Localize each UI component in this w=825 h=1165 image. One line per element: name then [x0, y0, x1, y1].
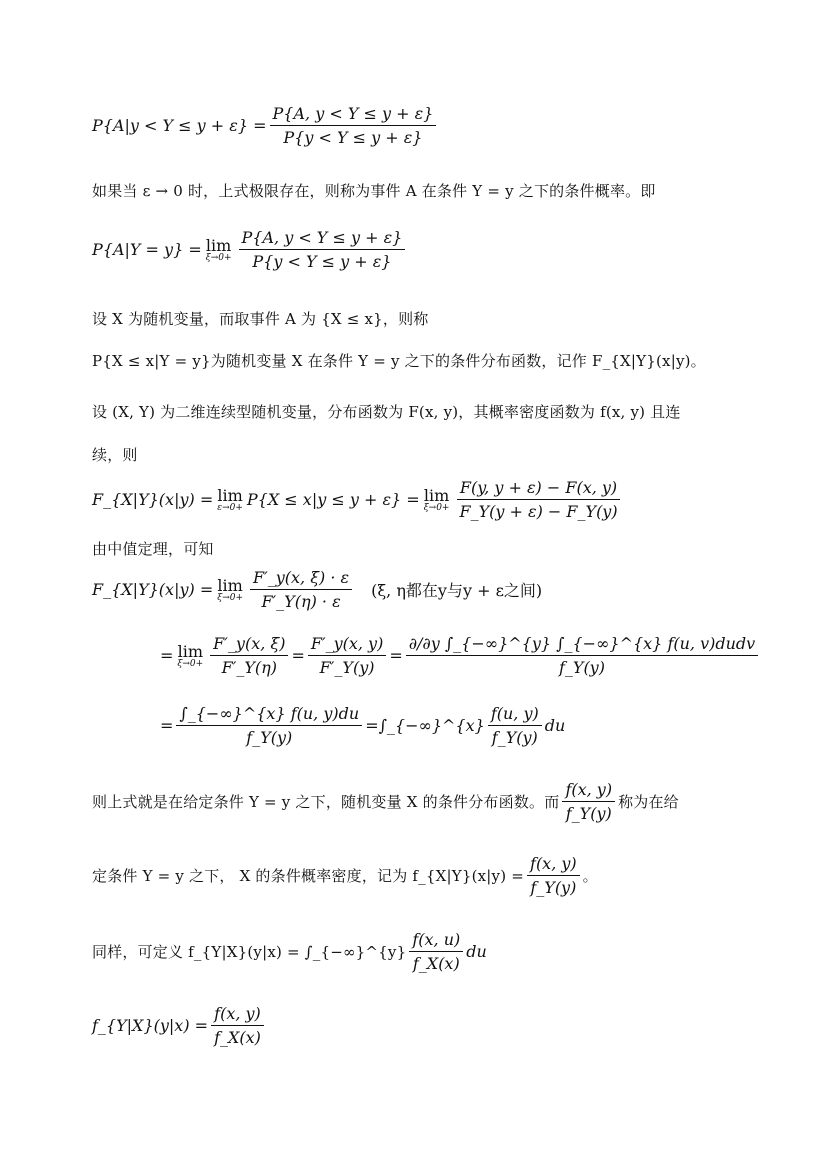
- eq6-f2-denominator: f_Y(y): [491, 728, 538, 747]
- equation-integral-form: [160, 704, 565, 747]
- eq2-limit: [206, 236, 232, 263]
- eq3-denominator: F_Y(y + ε) − F_Y(y): [459, 502, 618, 521]
- paragraph-similarly-define: [92, 930, 487, 973]
- eq2-lim-subscript: ξ→0+: [205, 253, 232, 263]
- p6-text-end: 称为在给: [618, 793, 679, 811]
- p7-fraction: [527, 854, 580, 897]
- paragraph-conditional-density-intro: [92, 780, 679, 823]
- eq6-equals: =: [160, 716, 174, 735]
- paragraph-conditional-distribution: P{X ≤ x|Y = y}为随机变量 X 在条件 Y = y 之下的条件分布函数，记作 F_{X|Y}(x|y)。: [92, 352, 706, 370]
- eq4-lhs: F_{X|Y}(x|y) =: [92, 580, 214, 599]
- equation-mean-value: [92, 568, 542, 611]
- eq5-lim-word: lim: [177, 642, 203, 661]
- eq1-numerator: P{A, y < Y ≤ y + ε}: [270, 104, 437, 126]
- equation-y-given-x-density: [92, 1004, 267, 1047]
- paragraph-continuous-variable: 设 (X, Y) 为二维连续型随机变量，分布函数为 F(x, y)，其概率密度函数为 f(x, y) 且连: [92, 403, 681, 421]
- p6-denominator: f_Y(y): [565, 804, 612, 823]
- p8-denominator: f_X(x): [412, 954, 460, 973]
- paragraph-define-event: 设 X 为随机变量，而取事件 A 为 {X ≤ x}，则称: [92, 310, 429, 328]
- paragraph-conditional-density-def: [92, 854, 598, 897]
- eq6-f2-numerator: f(u, y): [488, 704, 542, 726]
- equation-conditional-probability-limit: [92, 228, 408, 271]
- equation-derivative-chain: [160, 634, 761, 677]
- eq3-lim2-word: lim: [423, 486, 450, 505]
- eq6-integral: ∫_{−∞}^{x}: [378, 716, 485, 735]
- eq6-f1-denominator: f_Y(y): [246, 728, 293, 747]
- eq2-denominator: P{y < Y ≤ y + ε}: [252, 252, 392, 271]
- eq3-limit-1: [217, 486, 243, 513]
- p7-denominator: f_Y(y): [530, 878, 577, 897]
- eq3-limit-2: [424, 486, 450, 513]
- eq4-denominator: F′_Y(η) · ε: [261, 592, 341, 611]
- eq3-lhs: F_{X|Y}(x|y) =: [92, 490, 214, 509]
- eq5-f3-denominator: f_Y(y): [558, 658, 605, 677]
- p8-du: du: [466, 942, 487, 961]
- eq5-f2-numerator: F′_y(x, y): [308, 634, 387, 656]
- eq4-note: (ξ, η都在y与y + ε之间): [371, 581, 543, 600]
- p8-numerator: f(x, u): [409, 930, 463, 952]
- eq5-fraction-1: [210, 634, 288, 677]
- eq5-fraction-3: [406, 634, 758, 677]
- eq2-numerator: P{A, y < Y ≤ y + ε}: [239, 228, 406, 250]
- p6-fraction: [562, 780, 615, 823]
- eq3-lim1-word: lim: [217, 486, 243, 505]
- p7-text-start: 定条件 Y = y 之下， X 的条件概率密度，记为 f_{X|Y}(x|y) =: [92, 867, 525, 885]
- eq5-fraction-2: [308, 634, 387, 677]
- eq4-lim-word: lim: [217, 576, 243, 595]
- equation-distribution-limit: [92, 478, 624, 521]
- eq3-middle: P{X ≤ x|y ≤ y + ε} =: [246, 490, 420, 509]
- paragraph-limit-exists: 如果当 ε → 0 时，上式极限存在，则称为事件 A 在条件 Y = y 之下的条件概率。即: [92, 182, 656, 200]
- eq3-numerator: F(y, y + ε) − F(x, y): [457, 478, 620, 500]
- p8-fraction: [409, 930, 463, 973]
- eq3-lim2-subscript: ξ→0+: [423, 503, 450, 513]
- eq1-fraction: [270, 104, 437, 147]
- eq3-lim1-subscript: ε→0+: [217, 503, 243, 513]
- p6-text-start: 则上式就是在给定条件 Y = y 之下，随机变量 X 的条件分布函数。而: [92, 793, 560, 811]
- eq9-fraction: [211, 1004, 264, 1047]
- eq5-f1-denominator: F′_Y(η): [221, 658, 277, 677]
- eq4-limit: [217, 576, 243, 603]
- eq9-lhs: f_{Y|X}(y|x) =: [92, 1016, 209, 1035]
- p8-text-start: 同样，可定义 f_{Y|X}(y|x) = ∫_{−∞}^{y}: [92, 943, 407, 961]
- eq2-fraction: [239, 228, 406, 271]
- eq6-equals-2: =: [365, 716, 379, 735]
- eq6-fraction-1: [176, 704, 362, 747]
- eq4-numerator: F′_y(x, ξ) · ε: [250, 568, 352, 590]
- eq2-lim-word: lim: [205, 236, 232, 255]
- equation-conditional-probability: [92, 104, 439, 147]
- eq2-lhs: P{A|Y = y} =: [92, 240, 202, 259]
- eq1-lhs: P{A|y < Y ≤ y + ε} =: [92, 116, 267, 135]
- eq5-f1-numerator: F′_y(x, ξ): [210, 634, 288, 656]
- eq9-numerator: f(x, y): [211, 1004, 264, 1026]
- eq5-f2-denominator: F′_Y(y): [319, 658, 375, 677]
- eq5-f3-numerator: ∂/∂y ∫_{−∞}^{y} ∫_{−∞}^{x} f(u, v)dudv: [406, 634, 758, 656]
- eq6-f1-numerator: ∫_{−∞}^{x} f(u, y)du: [176, 704, 362, 726]
- eq5-lim-subscript: ξ→0+: [177, 659, 204, 669]
- eq3-fraction: [456, 478, 620, 521]
- eq5-equals-2: =: [291, 646, 305, 665]
- p7-text-end: 。: [582, 867, 598, 885]
- paragraph-mean-value-theorem: 由中值定理，可知: [92, 540, 214, 558]
- eq5-equals-3: =: [389, 646, 403, 665]
- eq6-fraction-2: [488, 704, 542, 747]
- paragraph-continuous-variable-cont: 续，则: [92, 446, 138, 464]
- eq5-limit: [177, 642, 203, 669]
- p7-numerator: f(x, y): [527, 854, 580, 876]
- eq9-denominator: f_X(x): [214, 1028, 261, 1047]
- eq6-du: du: [544, 716, 566, 735]
- eq4-lim-subscript: ξ→0+: [217, 593, 243, 603]
- p6-numerator: f(x, y): [562, 780, 615, 802]
- eq5-equals: =: [160, 646, 174, 665]
- eq1-denominator: P{y < Y ≤ y + ε}: [283, 128, 423, 147]
- eq4-fraction: [250, 568, 352, 611]
